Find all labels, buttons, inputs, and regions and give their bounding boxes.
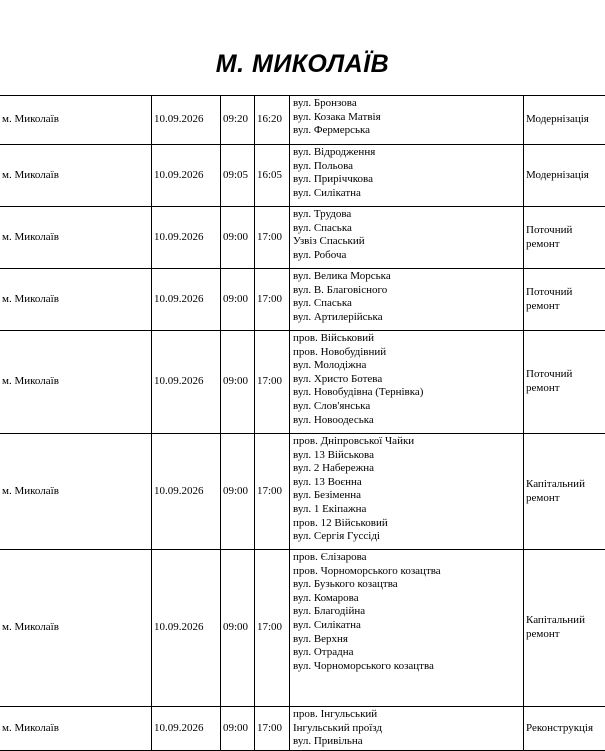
streets-cell xyxy=(290,550,524,707)
street-name: пров. Дніпровської Чайки xyxy=(293,435,521,449)
street-name: вул. Фермерська xyxy=(293,124,521,138)
street-name: пров. 12 Військовий xyxy=(293,517,521,531)
street-name: вул. Слов'янська xyxy=(293,400,521,414)
start-time-cell: 09:00 xyxy=(221,331,255,434)
end-time-cell: 17:00 xyxy=(255,207,290,269)
work-type-cell xyxy=(524,145,605,207)
date-cell: 10.09.2026 xyxy=(152,145,221,207)
start-time-cell: 09:00 xyxy=(221,434,255,550)
end-time-cell: 17:00 xyxy=(255,269,290,331)
street-name: вул. Новобудівна (Тернівка) xyxy=(293,386,521,400)
city-cell: м. Миколаїв xyxy=(0,96,152,145)
street-name: вул. Польова xyxy=(293,160,521,174)
end-time-cell: 17:00 xyxy=(255,331,290,434)
end-time-cell: 16:05 xyxy=(255,145,290,207)
date-cell: 10.09.2026 xyxy=(152,269,221,331)
end-time-cell: 17:00 xyxy=(255,550,290,707)
start-time-cell: 09:00 xyxy=(221,550,255,707)
street-name: пров. Чорноморського козацтва xyxy=(293,565,521,579)
street-name: вул. Спаська xyxy=(293,222,521,236)
work-type-label: Модернізація xyxy=(526,169,604,183)
street-name: Інгульський проїзд xyxy=(293,722,521,736)
street-name: пров. Військовий xyxy=(293,332,521,346)
street-name: вул. 2 Набережна xyxy=(293,462,521,476)
work-type-cell xyxy=(524,207,605,269)
street-name: вул. Безіменна xyxy=(293,489,521,503)
street-name: вул. Христо Ботева xyxy=(293,373,521,387)
date-cell: 10.09.2026 xyxy=(152,550,221,707)
street-name: вул. Чорноморського козацтва xyxy=(293,660,521,674)
street-name: вул. Відродження xyxy=(293,146,521,160)
outage-schedule-table xyxy=(0,95,605,751)
work-type-label: Модернізація xyxy=(526,113,604,127)
work-type-label: Поточний ремонт xyxy=(526,286,604,313)
street-name: вул. Велика Морська xyxy=(293,270,521,284)
street-name: Узвіз Спаський xyxy=(293,235,521,249)
work-type-label: Реконструкція xyxy=(526,722,604,736)
work-type-cell xyxy=(524,707,605,751)
street-name: вул. В. Благовісного xyxy=(293,284,521,298)
street-name: вул. 13 Військова xyxy=(293,449,521,463)
streets-cell xyxy=(290,145,524,207)
street-name: вул. Верхня xyxy=(293,633,521,647)
work-type-label: Поточний ремонт xyxy=(526,224,604,251)
table-row xyxy=(0,331,605,434)
streets-cell xyxy=(290,269,524,331)
street-name: вул. 13 Воєнна xyxy=(293,476,521,490)
start-time-cell: 09:00 xyxy=(221,207,255,269)
work-type-cell xyxy=(524,96,605,145)
street-name: вул. Козака Матвія xyxy=(293,111,521,125)
city-cell: м. Миколаїв xyxy=(0,550,152,707)
street-name: вул. Силікатна xyxy=(293,187,521,201)
streets-cell xyxy=(290,707,524,751)
street-name: вул. Комарова xyxy=(293,592,521,606)
date-cell: 10.09.2026 xyxy=(152,434,221,550)
streets-cell xyxy=(290,331,524,434)
streets-cell xyxy=(290,96,524,145)
table-row xyxy=(0,550,605,707)
end-time-cell: 17:00 xyxy=(255,434,290,550)
table-row xyxy=(0,96,605,145)
city-cell: м. Миколаїв xyxy=(0,207,152,269)
street-name: вул. Благодійна xyxy=(293,605,521,619)
street-name: вул. Бузького козацтва xyxy=(293,578,521,592)
streets-cell xyxy=(290,207,524,269)
date-cell: 10.09.2026 xyxy=(152,96,221,145)
work-type-cell xyxy=(524,269,605,331)
city-cell: м. Миколаїв xyxy=(0,331,152,434)
street-name: вул. Приріччкова xyxy=(293,173,521,187)
table-row xyxy=(0,269,605,331)
city-cell: м. Миколаїв xyxy=(0,707,152,751)
start-time-cell: 09:05 xyxy=(221,145,255,207)
work-type-cell xyxy=(524,434,605,550)
date-cell: 10.09.2026 xyxy=(152,707,221,751)
street-name: вул. Трудова xyxy=(293,208,521,222)
street-name: пров. Єлізарова xyxy=(293,551,521,565)
street-name: пров. Новобудівний xyxy=(293,346,521,360)
start-time-cell: 09:00 xyxy=(221,269,255,331)
table-row xyxy=(0,145,605,207)
work-type-cell xyxy=(524,331,605,434)
street-name: вул. Робоча xyxy=(293,249,521,263)
date-cell: 10.09.2026 xyxy=(152,331,221,434)
streets-cell xyxy=(290,434,524,550)
end-time-cell: 16:20 xyxy=(255,96,290,145)
street-name: вул. Отрадна xyxy=(293,646,521,660)
start-time-cell: 09:00 xyxy=(221,707,255,751)
table-row xyxy=(0,707,605,751)
city-cell: м. Миколаїв xyxy=(0,269,152,331)
street-name: вул. Сергія Гуссіді xyxy=(293,530,521,544)
street-name: вул. Силікатна xyxy=(293,619,521,633)
end-time-cell: 17:00 xyxy=(255,707,290,751)
work-type-label: Капітальний ремонт xyxy=(526,614,604,641)
work-type-label: Поточний ремонт xyxy=(526,368,604,395)
date-cell: 10.09.2026 xyxy=(152,207,221,269)
page-title: М. МИКОЛАЇВ xyxy=(0,50,605,79)
street-name: вул. Артилерійська xyxy=(293,311,521,325)
work-type-label: Капітальний ремонт xyxy=(526,478,604,505)
table-row xyxy=(0,207,605,269)
street-name: вул. Спаська xyxy=(293,297,521,311)
street-name: вул. Бронзова xyxy=(293,97,521,111)
street-name: вул. Молодіжна xyxy=(293,359,521,373)
street-name: пров. Інгульський xyxy=(293,708,521,722)
street-name: вул. Привільна xyxy=(293,735,521,749)
street-name: вул. 1 Екіпажна xyxy=(293,503,521,517)
city-cell: м. Миколаїв xyxy=(0,145,152,207)
city-cell: м. Миколаїв xyxy=(0,434,152,550)
work-type-cell xyxy=(524,550,605,707)
street-name: вул. Новоодеська xyxy=(293,414,521,428)
start-time-cell: 09:20 xyxy=(221,96,255,145)
table-row xyxy=(0,434,605,550)
